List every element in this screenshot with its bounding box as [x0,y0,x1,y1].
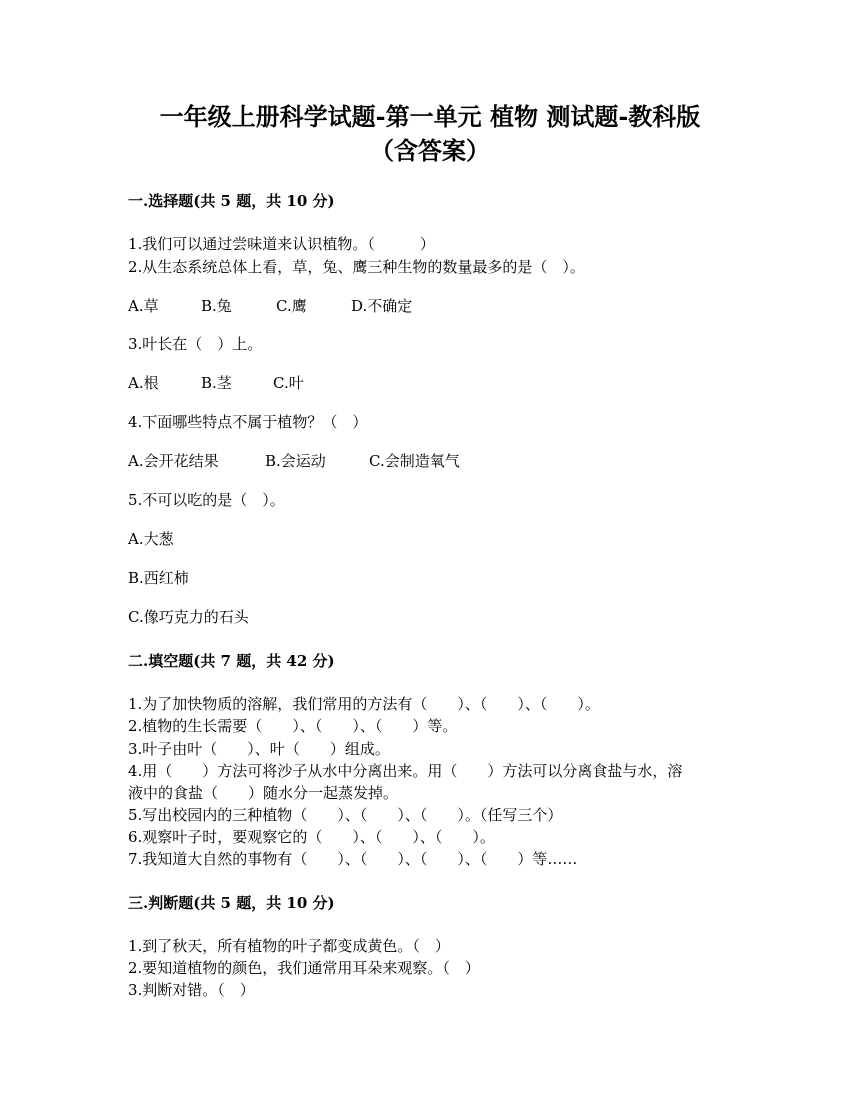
s1-q3-option-c: C.叶 [273,374,304,392]
s1-question-2: 2.从生态系统总体上看，草，兔、鹰三种生物的数量最多的是（ ）。 [128,258,585,276]
s1-question-5: 5.不可以吃的是（ ）。 [128,491,285,509]
document-title-line-1: 一年级上册科学试题-第一单元 植物 测试题-教科版 [159,102,701,131]
section-1-heading: 一.选择题(共 5 题，共 10 分) [128,192,335,210]
s2-question-2: 2.植物的生长需要（ ）、（ ）、（ ）等。 [128,717,458,735]
s2-question-1: 1.为了加快物质的溶解，我们常用的方法有（ ）、（ ）、（ ）。 [128,695,600,713]
s1-question-1: 1.我们可以通过尝味道来认识植物。（ ） [128,235,435,253]
s1-question-4: 4.下面哪些特点不属于植物？（ ） [128,413,368,431]
s1-q5-option-b: B.西红柿 [128,569,189,587]
s1-q5-option-c: C.像巧克力的石头 [128,608,249,626]
s1-q2-option-b: B.兔 [201,297,232,315]
s1-q5-option-a: A.大葱 [128,530,174,548]
section-3-heading: 三.判断题(共 5 题，共 10 分) [128,894,335,912]
s1-q2-option-c: C.鹰 [276,297,307,315]
s1-q2-option-a: A.草 [128,297,159,315]
s1-q4-option-b: B.会运动 [265,452,326,470]
section-2-heading: 二.填空题(共 7 题，共 42 分) [128,652,335,670]
s1-q3-option-b: B.茎 [201,374,232,392]
s1-question-3: 3.叶长在（ ）上。 [128,335,263,353]
s2-question-4-line-1: 4.用（ ）方法可将沙子从水中分离出来。用（ ）方法可以分离食盐与水，溶 [128,762,683,780]
s3-question-2: 2.要知道植物的颜色，我们通常用耳朵来观察。（ ） [128,959,480,977]
s1-q3-option-a: A.根 [128,374,159,392]
s3-question-3: 3.判断对错。（ ） [128,981,255,999]
s3-question-1: 1.到了秋天，所有植物的叶子都变成黄色。（ ） [128,937,450,955]
s2-question-5: 5.写出校园内的三种植物（ ）、（ ）、（ ）。（任写三个） [128,806,563,824]
s2-question-4-line-2: 液中的食盐（ ）随水分一起蒸发掉。 [128,784,399,802]
s2-question-7: 7.我知道大自然的事物有（ ）、（ ）、（ ）、（ ）等…… [128,850,578,868]
s1-q4-option-c: C.会制造氧气 [369,452,460,470]
s1-q2-option-d: D.不确定 [351,297,413,315]
s2-question-6: 6.观察叶子时，要观察它的（ ）、（ ）、（ ）。 [128,828,495,846]
document-title-line-2: （含答案） [370,136,490,165]
s1-q4-option-a: A.会开花结果 [128,452,219,470]
s2-question-3: 3.叶子由叶（ ）、叶（ ）组成。 [128,740,390,758]
